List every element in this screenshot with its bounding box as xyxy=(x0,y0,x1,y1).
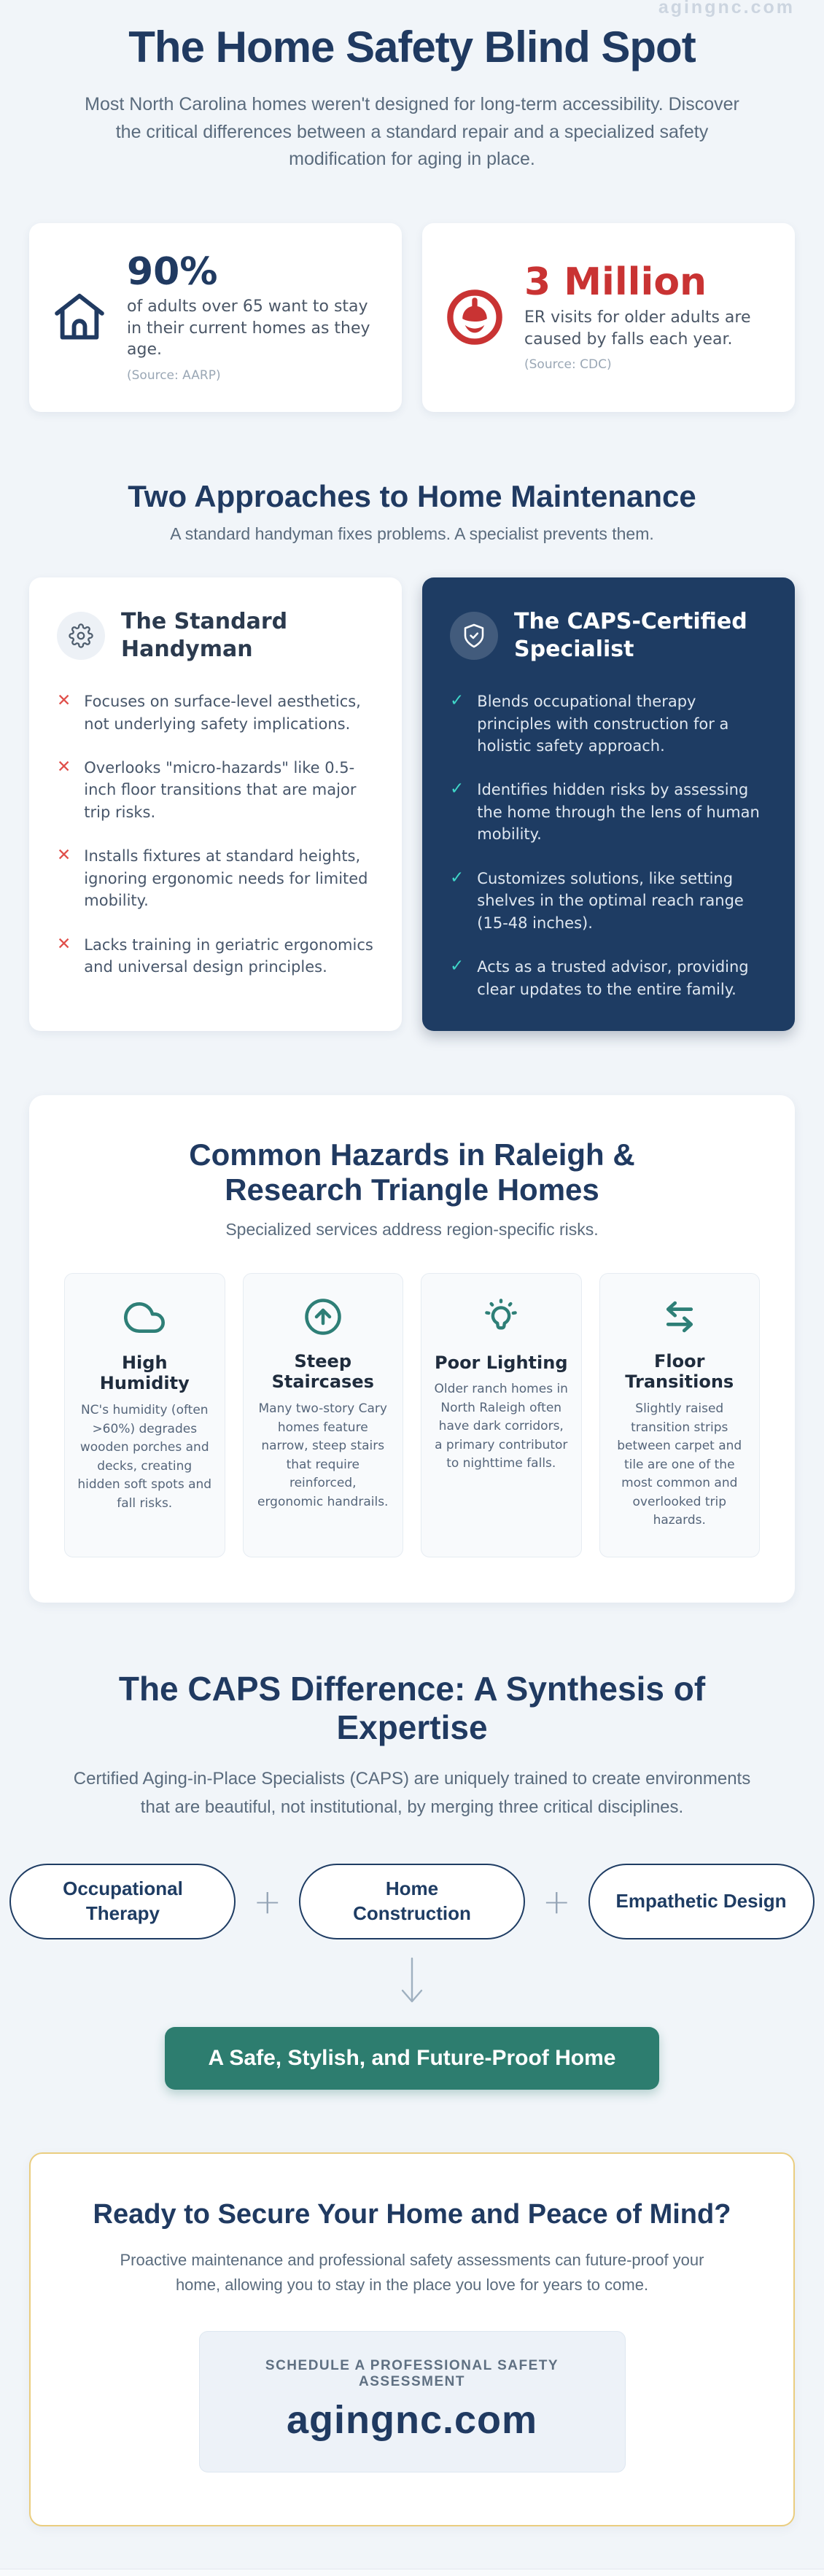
synthesis-subheading: Certified Aging-in-Place Specialists (CAPS) are uniquely trained to create environments that are beautiful, not institutional, by merging three critical disciplines. xyxy=(68,1765,757,1821)
handyman-point xyxy=(57,757,374,823)
stat-text: ER visits for older adults are caused by falls each year. xyxy=(524,307,773,350)
hazard-card-transitions xyxy=(599,1273,761,1557)
stat-value: 90% xyxy=(127,252,380,292)
handyman-point-text: Focuses on surface-level aesthetics, not underlying safety implications. xyxy=(84,690,374,735)
specialist-point xyxy=(450,779,767,845)
down-arrow-icon xyxy=(29,1956,795,2009)
handyman-point xyxy=(57,934,374,978)
handyman-card xyxy=(29,577,402,1031)
gear-icon xyxy=(57,612,105,660)
stat-text: of adults over 65 want to stay in their current homes as they age. xyxy=(127,296,380,361)
handyman-point xyxy=(57,690,374,735)
cta-site-link[interactable]: agingnc.com xyxy=(214,2397,610,2443)
cloud-icon xyxy=(77,1297,213,1338)
transfer-arrows-icon xyxy=(612,1297,748,1336)
stat-source: (Source: AARP) xyxy=(127,368,380,383)
hazard-text: Older ranch homes in North Raleigh often have dark corridors, a primary contributor to nighttime falls. xyxy=(433,1380,570,1474)
lightbulb-icon xyxy=(433,1297,570,1338)
hazards-panel xyxy=(29,1095,795,1603)
stat-card-fall-er-visits xyxy=(422,223,795,413)
specialist-point xyxy=(450,868,767,934)
x-icon: ✕ xyxy=(57,690,71,735)
check-icon: ✓ xyxy=(450,779,464,845)
approaches-heading: Two Approaches to Home Maintenance xyxy=(29,479,795,514)
hazards-subheading: Specialized services address region-specific risks. xyxy=(64,1220,760,1240)
x-icon: ✕ xyxy=(57,934,71,978)
cta-heading: Ready to Secure Your Home and Peace of Mind? xyxy=(67,2199,757,2230)
plus-icon: + xyxy=(253,1882,281,1921)
approaches-row xyxy=(29,577,795,1031)
specialist-point xyxy=(450,690,767,757)
specialist-card xyxy=(422,577,795,1031)
hazard-title: Floor Transitions xyxy=(612,1351,748,1393)
specialist-point-text: Blends occupational therapy principles with construction for a holistic safety approach. xyxy=(477,690,767,757)
hazard-text: Many two-story Cary homes feature narrow, steep stairs that require reinforced, ergonomic handrails. xyxy=(255,1400,392,1511)
handyman-card-header xyxy=(57,608,374,663)
hazard-card-staircases xyxy=(243,1273,404,1557)
handyman-point xyxy=(57,845,374,911)
specialist-point xyxy=(450,956,767,1000)
stat-value: 3 Million xyxy=(524,262,773,303)
x-icon: ✕ xyxy=(57,845,71,911)
stats-row xyxy=(29,223,795,413)
hazard-title: Poor Lighting xyxy=(433,1353,570,1374)
pill-home-construction: Home Construction xyxy=(299,1864,525,1939)
pill-occupational-therapy: Occupational Therapy xyxy=(9,1864,236,1939)
hazard-title: High Humidity xyxy=(77,1353,213,1395)
result-banner-button[interactable]: A Safe, Stylish, and Future-Proof Home xyxy=(165,2027,660,2090)
hazard-title: Steep Staircases xyxy=(255,1351,392,1393)
stat-source: (Source: CDC) xyxy=(524,357,773,372)
stat-content xyxy=(524,262,773,372)
shield-check-icon xyxy=(450,612,498,660)
stat-card-aging-in-place xyxy=(29,223,402,413)
synthesis-section-head xyxy=(29,1670,795,1822)
stat-content xyxy=(127,252,380,384)
cta-text: Proactive maintenance and professional safety assessments can future-proof your home, allowing you to stay in the place you love for years to come. xyxy=(98,2248,726,2297)
page-title: The Home Safety Blind Spot xyxy=(29,22,795,72)
hero-subtitle: Most North Carolina homes weren't designed for long-term accessibility. Discover the critical differences between a standard repair and a specialized safety modification for aging in place. xyxy=(79,91,746,174)
hazard-card-lighting xyxy=(421,1273,582,1557)
hazard-text: Slightly raised transition strips between carpet and tile are one of the most common and overlooked trip hazards. xyxy=(612,1400,748,1530)
x-icon: ✕ xyxy=(57,757,71,823)
handyman-point-text: Installs fixtures at standard heights, ignoring ergonomic needs for limited mobility. xyxy=(84,845,374,911)
specialist-card-header xyxy=(450,608,767,663)
result-row xyxy=(29,2027,795,2090)
handyman-card-title: The Standard Handyman xyxy=(121,608,374,663)
cta-card xyxy=(29,2152,795,2526)
hazard-card-humidity xyxy=(64,1273,225,1557)
synthesis-heading: The CAPS Difference: A Synthesis of Expertise xyxy=(84,1670,740,1747)
handyman-point-text: Overlooks "micro-hazards" like 0.5-inch floor transitions that are major trip risks. xyxy=(84,757,374,823)
specialist-point-text: Identifies hidden risks by assessing the home through the lens of human mobility. xyxy=(477,779,767,845)
approaches-subheading: A standard handyman fixes problems. A specialist prevents them. xyxy=(29,524,795,544)
plus-icon: + xyxy=(543,1882,571,1921)
specialist-card-title: The CAPS-Certified Specialist xyxy=(514,608,767,663)
hazards-grid xyxy=(64,1273,760,1557)
emergency-siren-icon xyxy=(444,287,505,348)
check-icon: ✓ xyxy=(450,868,464,934)
specialist-point-text: Customizes solutions, like setting shelves in the optimal reach range (15-48 inches). xyxy=(477,868,767,934)
specialist-list xyxy=(450,690,767,1000)
approaches-section-head xyxy=(29,479,795,544)
check-icon: ✓ xyxy=(450,690,464,757)
footer-divider xyxy=(0,2569,824,2576)
handyman-list xyxy=(57,690,374,978)
cta-label: SCHEDULE A PROFESSIONAL SAFETY ASSESSMENT xyxy=(214,2358,610,2390)
check-icon: ✓ xyxy=(450,956,464,1000)
hazard-text: NC's humidity (often >60%) degrades wooden porches and decks, creating hidden soft spots and fall risks. xyxy=(77,1401,213,1513)
specialist-point-text: Acts as a trusted advisor, providing clear updates to the entire family. xyxy=(477,956,767,1000)
schedule-assessment-box[interactable] xyxy=(199,2331,626,2472)
disciplines-row xyxy=(29,1864,795,1939)
handyman-point-text: Lacks training in geriatric ergonomics and universal design principles. xyxy=(84,934,374,978)
hero-section xyxy=(29,0,795,174)
house-icon xyxy=(51,289,108,346)
site-watermark: agingnc.com xyxy=(658,0,795,18)
hazards-heading: Common Hazards in Raleigh & Research Triangle Homes xyxy=(128,1137,696,1208)
pill-empathetic-design: Empathetic Design xyxy=(588,1864,815,1939)
arrow-up-circle-icon xyxy=(255,1297,392,1336)
